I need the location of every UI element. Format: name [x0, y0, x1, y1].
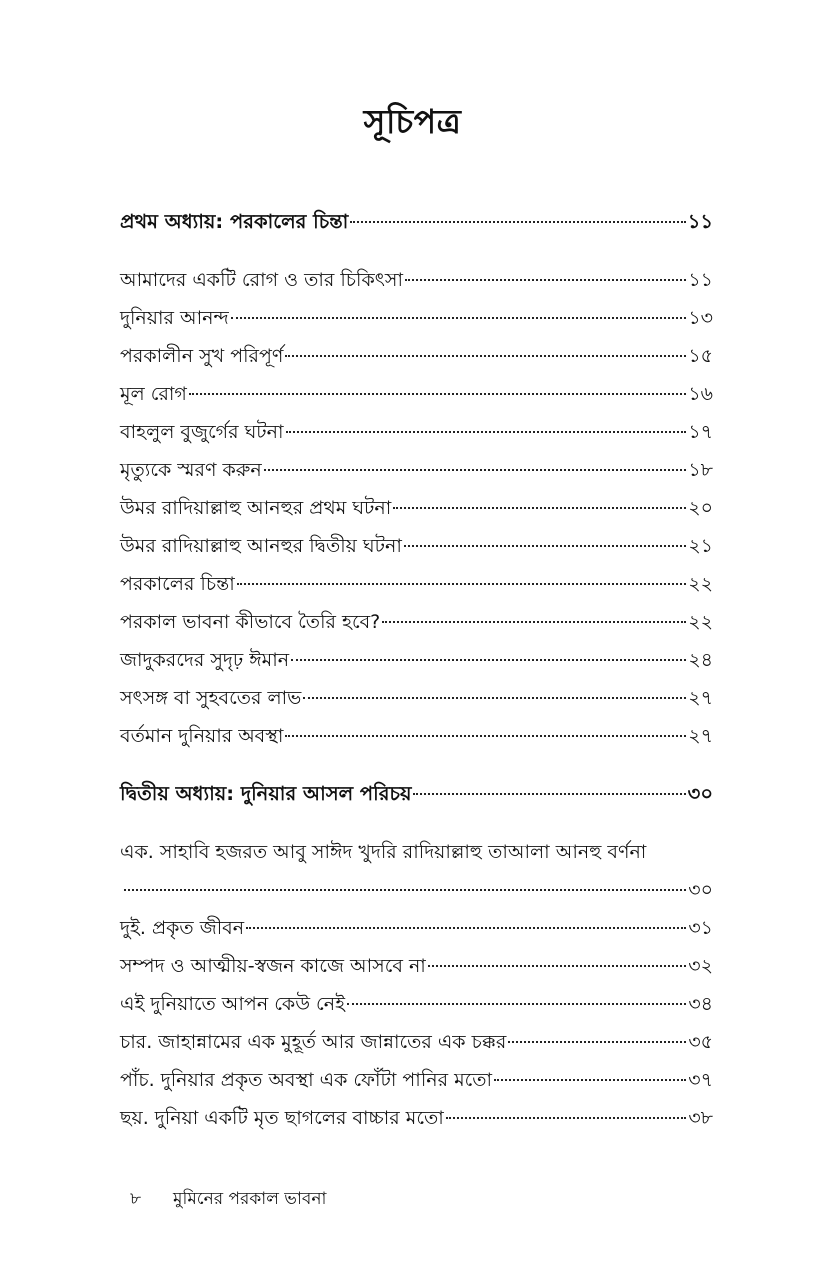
toc-chapter-label: দ্বিতীয় অধ্যায়: দুনিয়ার আসল পরিচয়	[120, 782, 412, 805]
toc-entry[interactable]	[120, 420, 713, 444]
toc-chapter-label: প্রথম অধ্যায়: পরকালের চিন্তা	[120, 210, 349, 233]
leader-dots	[285, 355, 686, 357]
footer-page-number: ৮	[130, 1189, 142, 1209]
leader-dots	[286, 431, 687, 433]
leader-dots	[237, 583, 687, 585]
leader-dots	[231, 317, 687, 319]
toc-entry[interactable]	[120, 344, 713, 368]
toc-entry-label: চার. জাহান্নামের এক মুহূর্ত আর জান্নাতের এক চক্কর	[120, 1031, 507, 1053]
toc-entry-label: জাদুকরদের সুদৃঢ় ঈমান	[120, 649, 290, 671]
toc-entry-page: ১৩	[688, 307, 713, 329]
toc-entry[interactable]	[120, 458, 713, 482]
toc-entry-page: ১১	[688, 269, 713, 291]
toc-entry-label[interactable]: এক. সাহাবি হজরত আবু সাঈদ খুদরি রাদিয়াল্লাহু তাআলা আনহু বর্ণনা	[120, 841, 647, 863]
toc-entry-page: ৩৪	[688, 993, 713, 1015]
toc-entry-page: ৩৫	[688, 1031, 713, 1053]
toc-entry-page: ১৭	[688, 421, 713, 443]
toc-entry-page: ১১	[687, 210, 713, 233]
toc-entry-page: ৩১	[688, 917, 713, 939]
leader-dots	[382, 621, 686, 623]
toc-entry-page: ২২	[688, 611, 713, 633]
leader-dots	[446, 1117, 687, 1119]
toc-entry-label: পরকাল ভাবনা কীভাবে তৈরি হবে?	[120, 611, 381, 633]
toc-entry-label: পরকালীন সুখ পরিপূর্ণ	[120, 345, 284, 367]
leader-dots	[494, 1079, 686, 1081]
leader-dots	[428, 965, 686, 967]
toc-chapter-entry[interactable]	[120, 210, 713, 234]
toc-entry-label: পরকালের চিন্তা	[120, 573, 235, 595]
page-footer	[130, 1186, 326, 1214]
toc-entry-label: সৎসঙ্গ বা সুহবতের লাভ	[120, 687, 302, 709]
toc-entry[interactable]	[120, 724, 713, 748]
toc-entry[interactable]	[120, 268, 713, 292]
toc-entry-page: ২১	[688, 535, 713, 557]
leader-dots	[405, 279, 686, 281]
leader-dots	[124, 889, 686, 891]
toc-entry-label: দুই. প্রকৃত জীবন	[120, 917, 245, 939]
toc-entry-label: মূল রোগ	[120, 383, 187, 405]
toc-entry-label: ছয়. দুনিয়া একটি মৃত ছাগলের বাচ্চার মতো	[120, 1107, 444, 1129]
toc-entry-page: ২৭	[688, 687, 713, 709]
toc-entry-page: ৩৮	[688, 1107, 713, 1129]
toc-entry-page: ১৮	[688, 459, 713, 481]
toc-entry[interactable]	[120, 610, 713, 634]
footer-book-title: মুমিনের পরকাল ভাবনা	[173, 1189, 327, 1209]
leader-dots	[246, 927, 686, 929]
leader-dots	[347, 1003, 686, 1005]
toc-entry-label: এই দুনিয়াতে আপন কেউ নেই	[120, 993, 345, 1015]
toc-entry[interactable]	[120, 1106, 713, 1130]
toc-entry-page: ২৪	[688, 649, 713, 671]
leader-dots	[508, 1041, 686, 1043]
toc-entry[interactable]	[120, 306, 713, 330]
leader-dots	[291, 659, 686, 661]
toc-entry-page: ২২	[688, 573, 713, 595]
toc-entry[interactable]	[120, 916, 713, 940]
toc-entry-label: আমাদের একটি রোগ ও তার চিকিৎসা	[120, 269, 403, 291]
toc-entry-page: ১৬	[688, 383, 713, 405]
toc-entry-label: মৃত্যুকে স্মরণ করুন	[120, 459, 262, 481]
leader-dots	[404, 545, 686, 547]
toc-entry-label: পাঁচ. দুনিয়ার প্রকৃত অবস্থা এক ফোঁটা পানির মতো	[120, 1069, 493, 1091]
toc-entry-label: উমর রাদিয়াল্লাহু আনহুর দ্বিতীয় ঘটনা	[120, 535, 402, 557]
toc-entry-page: ৩০	[687, 782, 713, 805]
toc-entry[interactable]	[120, 1030, 713, 1054]
toc-chapter-entry[interactable]	[120, 782, 713, 806]
leader-dots	[303, 697, 686, 699]
toc-entry[interactable]	[120, 954, 713, 978]
toc-entry-page: ৩৭	[688, 1069, 713, 1091]
toc-entry-label: বাহলুল বুজুর্গের ঘটনা	[120, 421, 284, 443]
toc-entry-label: দুনিয়ার আনন্দ	[120, 307, 229, 329]
leader-dots	[413, 793, 685, 795]
toc-entry[interactable]	[120, 496, 713, 520]
toc-entry-page: ২৭	[688, 725, 713, 747]
toc-entry-label: সম্পদ ও আত্মীয়-স্বজন কাজে আসবে না	[120, 955, 426, 977]
leader-dots	[350, 221, 685, 223]
toc-entry-label: বর্তমান দুনিয়ার অবস্থা	[120, 725, 284, 747]
toc-entry[interactable]	[120, 572, 713, 596]
toc-entry[interactable]	[120, 878, 713, 902]
toc-entry-page: ১৫	[688, 345, 713, 367]
toc-entry[interactable]	[120, 1068, 713, 1092]
toc-entry[interactable]	[120, 648, 713, 672]
toc-entry-label: উমর রাদিয়াল্লাহু আনহুর প্রথম ঘটনা	[120, 497, 392, 519]
toc-entry[interactable]	[120, 992, 713, 1016]
toc-entry-page: ২০	[688, 497, 713, 519]
toc-entry[interactable]	[120, 534, 713, 558]
leader-dots	[393, 507, 686, 509]
page-title: সূচিপত্র	[363, 102, 462, 141]
toc-entry-page: ৩২	[688, 955, 713, 977]
leader-dots	[189, 393, 686, 395]
toc-entry[interactable]	[120, 382, 713, 406]
leader-dots	[285, 735, 686, 737]
leader-dots	[264, 469, 687, 471]
toc-entry-page: ৩০	[688, 879, 713, 901]
toc-entry[interactable]	[120, 686, 713, 710]
